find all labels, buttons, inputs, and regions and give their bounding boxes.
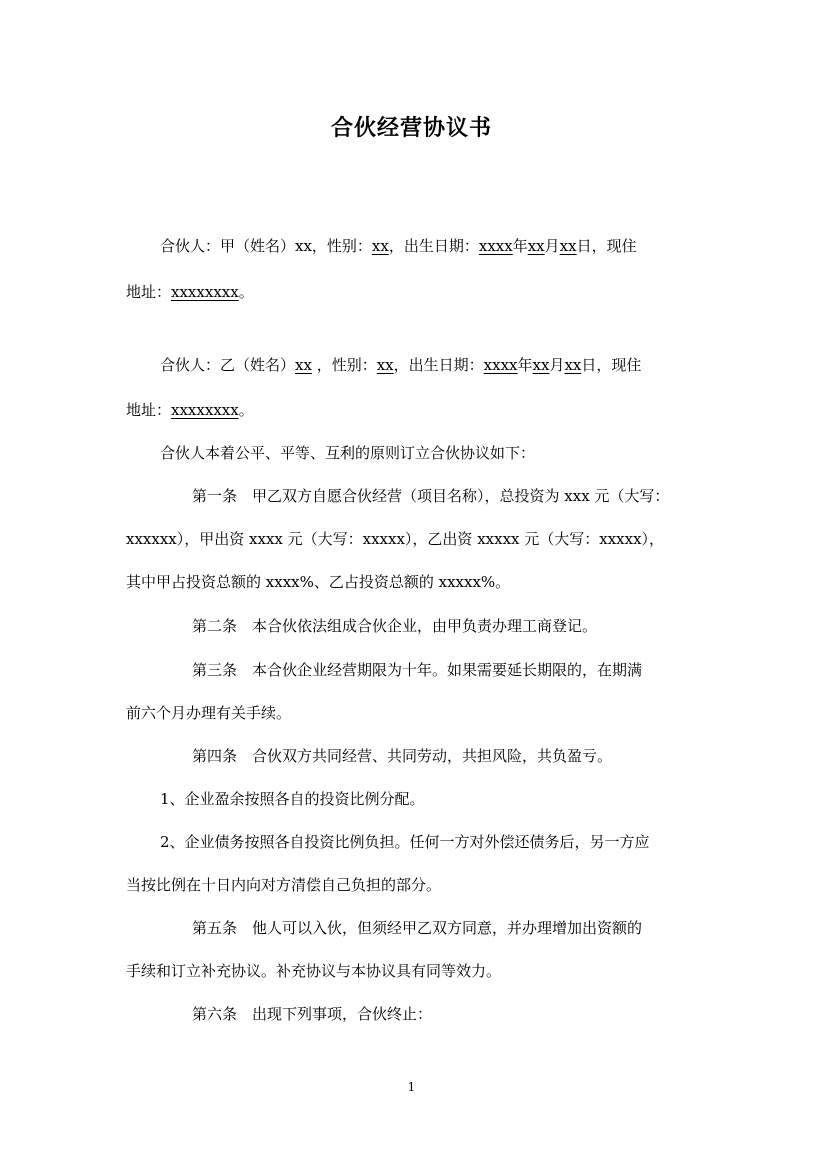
partner-a-day: xx xyxy=(559,237,577,255)
address-label: 地址： xyxy=(126,401,172,419)
address-label: 地址： xyxy=(126,283,172,301)
partner-a-text: 合伙人：甲（姓名）xx，性别： xyxy=(160,237,372,255)
article-5-line-1: 第五条 他人可以入伙，但须经甲乙双方同意，并办理增加出资额的 xyxy=(192,919,643,937)
article-1-line-2: xxxxxx），甲出资 xxxx 元（大写：xxxxx），乙出资 xxxxx 元（大写：xxxxx）， xyxy=(126,530,665,548)
partner-b-name: xx xyxy=(295,356,312,374)
partner-b-year: xxxx xyxy=(483,356,518,374)
partner-b-text: 合伙人：乙（姓名） xyxy=(160,356,296,374)
article-4-item-2-line-1: 2、企业债务按照各自投资比例负担。任何一方对外偿还债务后，另一方应 xyxy=(160,833,650,851)
page-number: 1 xyxy=(407,1080,416,1094)
partner-b-line xyxy=(160,355,641,375)
intro-paragraph: 合伙人本着公平、平等、互利的原则订立合伙协议如下： xyxy=(160,444,536,462)
partner-a-month: xx xyxy=(527,237,545,255)
punctuation: 。 xyxy=(238,401,254,419)
article-1-line-3: 其中甲占投资总额的 xxxx%、乙占投资总额的 xxxxx%。 xyxy=(126,573,511,591)
month-unit: 月 xyxy=(549,356,565,374)
partner-a-gender: xx xyxy=(371,237,389,255)
article-3-line-2: 前六个月办理有关手续。 xyxy=(126,704,292,722)
article-1-line-1: 第一条 甲乙双方自愿合伙经营（项目名称），总投资为 xxx 元（大写： xyxy=(192,487,670,505)
birthdate-label: ，出生日期： xyxy=(393,356,484,374)
punctuation: 。 xyxy=(238,283,254,301)
partner-a-year: xxxx xyxy=(478,237,513,255)
year-unit: 年 xyxy=(517,356,533,374)
article-4-item-2-line-2: 当按比例在十日内向对方清偿自己负担的部分。 xyxy=(126,876,442,894)
gender-label: ，性别： xyxy=(311,356,377,374)
partner-a-line xyxy=(160,236,637,256)
article-2: 第二条 本合伙依法组成合伙企业，由甲负责办理工商登记。 xyxy=(192,617,598,635)
day-unit: 日，现住 xyxy=(581,356,642,374)
article-4: 第四条 合伙双方共同经营、共同劳动，共担风险，共负盈亏。 xyxy=(192,747,613,765)
month-unit: 月 xyxy=(544,237,560,255)
partner-a-address-value: xxxxxxxx xyxy=(171,283,239,301)
article-3-line-1: 第三条 本合伙企业经营期限为十年。如果需要延长期限的，在期满 xyxy=(192,661,643,679)
article-5-line-2: 手续和订立补充协议。补充协议与本协议具有同等效力。 xyxy=(126,962,502,980)
partner-a-address xyxy=(126,282,254,302)
partner-b-day: xx xyxy=(564,356,582,374)
partner-b-address xyxy=(126,400,254,420)
partner-b-month: xx xyxy=(532,356,550,374)
partner-b-address-value: xxxxxxxx xyxy=(171,401,239,419)
document-title: 合伙经营协议书 xyxy=(330,115,492,141)
article-6: 第六条 出现下列事项，合伙终止： xyxy=(192,1005,433,1023)
day-unit: 日，现住 xyxy=(576,237,637,255)
birthdate-label: ，出生日期： xyxy=(388,237,479,255)
partner-b-gender: xx xyxy=(376,356,394,374)
year-unit: 年 xyxy=(512,237,528,255)
article-4-item-1: 1、企业盈余按照各自的投资比例分配。 xyxy=(160,790,425,808)
